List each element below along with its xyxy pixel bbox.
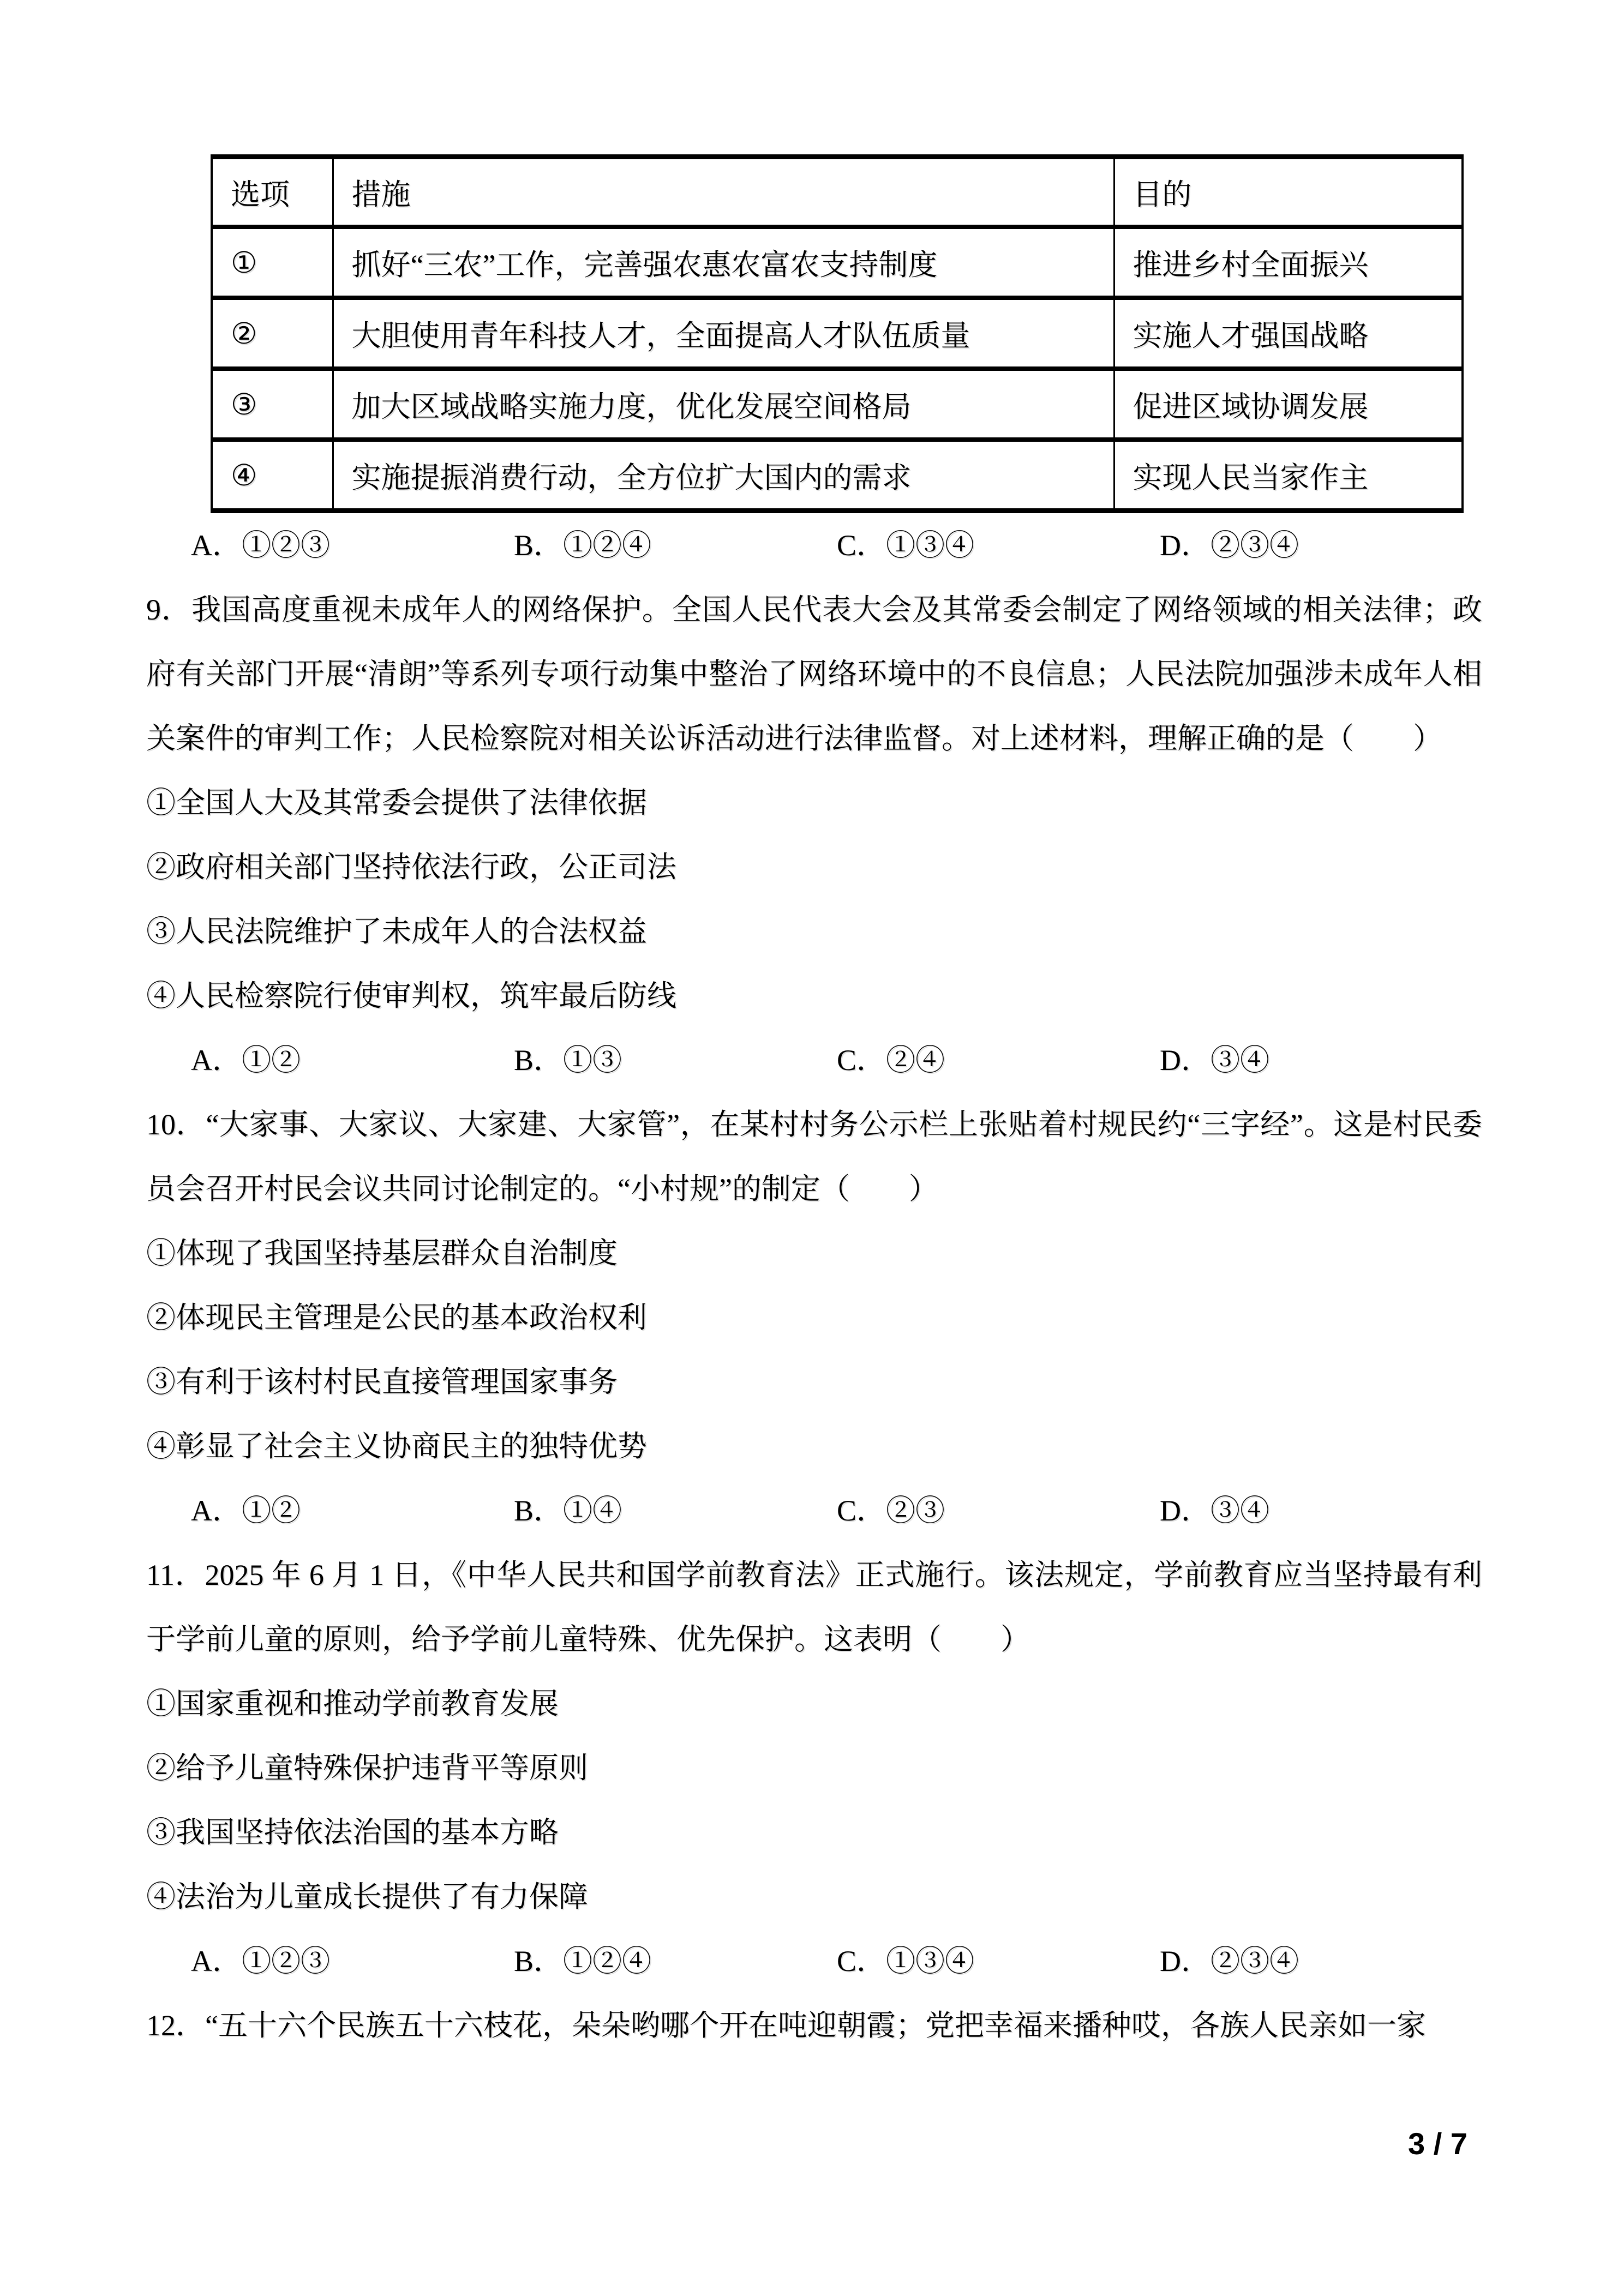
cell-purpose-1: 推进乡村全面振兴 [1114,227,1463,298]
question-stem [146,1092,1482,1221]
question-text: 2025 年 6 月 1 日，《中华人民共和国学前教育法》正式施行。该法规定，学前教育应当坚持最有利于学前儿童的原则，给予学前儿童特殊、优先保护。这表明（ ） [146,1559,1482,1656]
answer-choice-b: B．①④ [514,1494,622,1527]
question-option-4: ④彰显了社会主义协商民主的独特优势 [146,1430,647,1463]
question-option-3: ③人民法院维护了未成年人的合法权益 [146,915,647,948]
header-cell-purpose: 目的 [1114,157,1463,227]
table-row [212,440,1463,511]
question-option-4: ④人民检察院行使审判权，筑牢最后防线 [146,979,676,1012]
answer-choice-b: B．①③ [514,1044,622,1077]
table-row [212,298,1463,369]
cell-purpose-4: 实现人民当家作主 [1114,440,1463,511]
question-option-1: ①全国人大及其常委会提供了法律依据 [146,786,647,819]
question-text: “大家事、大家议、大家建、大家管”，在某村村务公示栏上张贴着村规民约“三字经”。这是村民委员会召开村民会议共同讨论制定的。“小村规”的制定（ ） [146,1108,1482,1205]
answer-choice-c: C．②③ [837,1494,945,1527]
answer-row-q10 [146,1478,1482,1543]
question-10 [146,1092,1482,1543]
question-option-2: ②给予儿童特殊保护违背平等原则 [146,1752,588,1784]
answer-choice-c: C．②④ [837,1044,945,1077]
answer-row-q11 [146,1929,1482,1993]
question-option-2: ②政府相关部门坚持依法行政，公正司法 [146,851,676,883]
answer-row-q8 [146,513,1482,578]
question-number: 9． [146,593,192,626]
question-number: 11． [146,1559,205,1591]
answer-row-q9 [146,1028,1482,1092]
question-option-3: ③有利于该村村民直接管理国家事务 [146,1366,618,1398]
cell-option-4: ④ [212,440,333,511]
answer-choice-a: A．①②③ [191,1945,330,1978]
answer-choice-c: C．①③④ [837,1945,975,1978]
question-option-3: ③我国坚持依法治国的基本方略 [146,1816,559,1849]
cell-option-2: ② [212,298,333,369]
header-cell-measure: 措施 [333,157,1114,227]
answer-choice-d: D．③④ [1160,1494,1269,1527]
table-row [212,227,1463,298]
answer-choice-d: D．③④ [1160,1044,1269,1077]
cell-measure-1: 抓好“三农”工作，完善强农惠农富农支持制度 [333,227,1114,298]
table-header-row [212,157,1463,227]
answer-choice-b: B．①②④ [514,529,652,562]
answer-choice-b: B．①②④ [514,1945,652,1978]
question-stem [146,1993,1482,2058]
cell-measure-4: 实施提振消费行动，全方位扩大国内的需求 [333,440,1114,511]
question-9 [146,578,1482,1092]
question-text: “五十六个民族五十六枝花，朵朵哟哪个开在吨迎朝霞；党把幸福来播种哎，各族人民亲如一家 [205,2009,1426,2042]
question-number: 12． [146,2009,205,2042]
cell-purpose-2: 实施人才强国战略 [1114,298,1463,369]
answer-choice-a: A．①②③ [191,529,330,562]
cell-measure-3: 加大区域战略实施力度，优化发展空间格局 [333,369,1114,440]
question-stem [146,1543,1482,1672]
cell-measure-2: 大胆使用青年科技人才，全面提高人才队伍质量 [333,298,1114,369]
table-row [212,369,1463,440]
question-11 [146,1543,1482,1993]
question-12 [146,1993,1482,2058]
cell-purpose-3: 促进区域协调发展 [1114,369,1463,440]
question-option-4: ④法治为儿童成长提供了有力保障 [146,1880,588,1913]
question-number: 10． [146,1108,206,1141]
measures-purposes-table [211,154,1464,513]
question-option-1: ①国家重视和推动学前教育发展 [146,1687,559,1720]
answer-choice-d: D．②③④ [1160,529,1299,562]
question-stem [146,578,1482,771]
answer-choice-a: A．①② [191,1044,301,1077]
answer-choice-a: A．①② [191,1494,301,1527]
page-number: 3 / 7 [1408,2126,1467,2161]
cell-option-1: ① [212,227,333,298]
question-option-2: ②体现民主管理是公民的基本政治权利 [146,1301,647,1334]
header-cell-option: 选项 [212,157,333,227]
answer-choice-c: C．①③④ [837,529,975,562]
question-option-1: ①体现了我国坚持基层群众自治制度 [146,1237,618,1270]
question-text: 我国高度重视未成年人的网络保护。全国人民代表大会及其常委会制定了网络领域的相关法律；政府有关部门开展“清朗”等系列专项行动集中整治了网络环境中的不良信息；人民法院加强涉未成年人相关案件的审判工作；人民检察院对相关讼诉活动进行法律监督。对上述材料，理解正确的是（ ） [146,593,1482,755]
cell-option-3: ③ [212,369,333,440]
answer-choice-d: D．②③④ [1160,1945,1299,1978]
